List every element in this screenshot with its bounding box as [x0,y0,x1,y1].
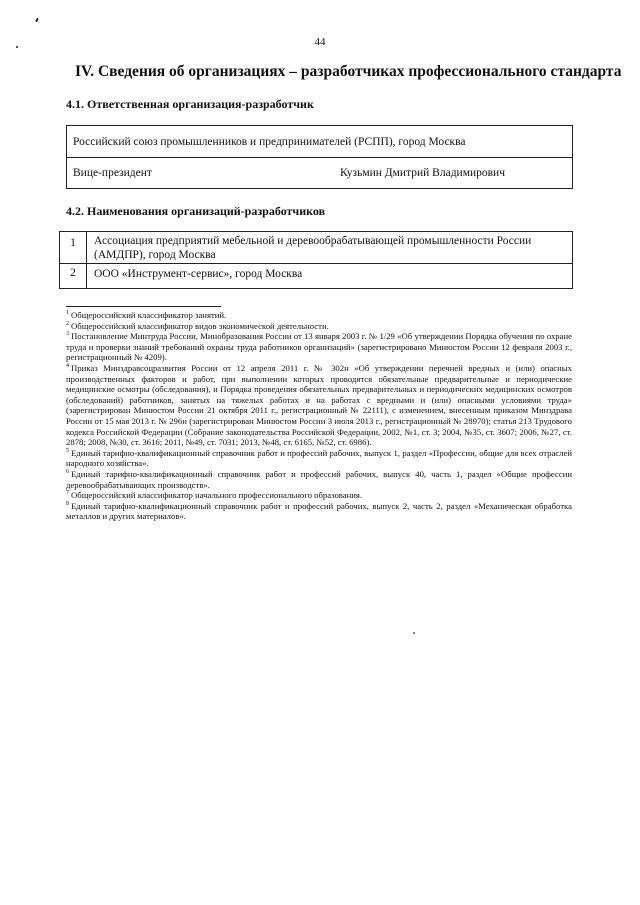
developer-row [60,263,572,288]
section-title: IV. Сведения об организациях – разработчиках профессионального стандарта [75,63,622,80]
responsible-signatory-row [67,157,572,188]
footnote-marker: 7 [66,490,69,497]
footnote-marker: 2 [66,320,69,327]
footnote-separator [66,306,221,307]
developers-table [59,231,573,289]
footnote-marker: 4 [66,362,69,369]
scan-speck [35,18,39,22]
footnote-text: Постановление Минтруда России, Минобразования России от 13 января 2003 г. № 1/29 «Об утверждении Порядка обучения по охране труда и проверки знаний требований охраны труда работников организаций» (зарегистрировано Минюстом России 12 февраля 2003 г., регистрационный № 4209). [66,331,572,363]
footnote-text: Единый тарифно-квалификационный справочник работ и профессий рабочих, выпуск 2, часть 2, раздел «Механическая обработка металлов и других материалов». [66,500,572,522]
footnote [66,363,572,448]
footnote-text: Приказ Минздравсоцразвития России от 12 апреля 2011 г. № 302н «Об утверждении перечней вредных и (или) опасных производственных факторов и работ, при выполнении которых проводятся обязательные предварительные и периодические медицинские осмотры (обследования), и Порядка проведения обязательных предварительных и периодических медицинских осмотров (обследований) работников, занятых на тяжелых работах и на работах с вредными и (или) опасными условиями труда» (зарегистрирован Минюстом России 21 октября 2011 г., регистрационный № 22111), с изменением, внесенным приказом Минздрава России от 15 мая 2013 г. № 296н (зарегистрирован Минюстом России 3 июля 2013 г., регистрационный № 28970); статья 213 Трудового кодекса Российской Федерации (Собрание законодательства Российской Федерации, 2002, №1, ст. 3; 2004, №35, ст. 3607; 2006, №27, ст. 2878; 2008, №30, ст. 3616; 2011, №49, ст. 7031; 2013, №48, ст. 6165, №52, ст. 6986). [66,362,572,448]
footnote [66,321,572,332]
footnotes [66,310,572,522]
developer-number: 1 [60,232,87,263]
responsible-organization: Российский союз промышленников и предпринимателей (РСПП), город Москва [73,135,466,148]
signatory-name: Кузьмин Дмитрий Владимирович [340,167,505,179]
footnote [66,448,572,469]
responsible-organization-row [67,126,572,157]
footnote-marker: 8 [66,500,69,507]
developer-name: ООО «Инструмент-сервис», город Москва [94,268,303,280]
footnote [66,469,572,490]
developers-heading: 4.2. Наименования организаций-разработчиков [66,204,326,218]
footnote-text: Общероссийский классификатор видов экономической деятельности. [71,320,329,331]
footnote-marker: 3 [66,331,69,338]
page-number: 44 [314,36,326,48]
developer-row [60,232,572,263]
footnote-text: Общероссийский классификатор начального профессионального образования. [71,490,363,501]
footnote [66,310,572,321]
footnote-marker: 1 [66,310,69,316]
responsible-heading: 4.1. Ответственная организация-разработчик [66,97,314,111]
scan-dot [413,632,415,634]
footnote-text: Единый тарифно-квалификационный справочник работ и профессий рабочих, выпуск 40, часть 1, раздел «Общие профессии деревообрабатывающих производств». [66,468,572,490]
responsible-table [66,125,573,189]
developer-number: 2 [60,264,87,288]
footnote-text: Единый тарифно-квалификационный справочник работ и профессий рабочих, выпуск 1, раздел «Профессии, общие для всех отраслей народного хозяйства». [66,447,572,469]
footnote-marker: 6 [66,468,69,475]
developer-name: Ассоциация предприятий мебельной и деревообрабатывающей промышленности России (АМДПР), город Москва [94,235,532,261]
footnote-text: Общероссийский классификатор занятий. [71,310,227,320]
footnote-marker: 5 [66,447,69,454]
footnote [66,490,572,501]
footnote [66,501,572,522]
footnote [66,331,572,363]
signatory-position: Вице-президент [73,167,152,179]
